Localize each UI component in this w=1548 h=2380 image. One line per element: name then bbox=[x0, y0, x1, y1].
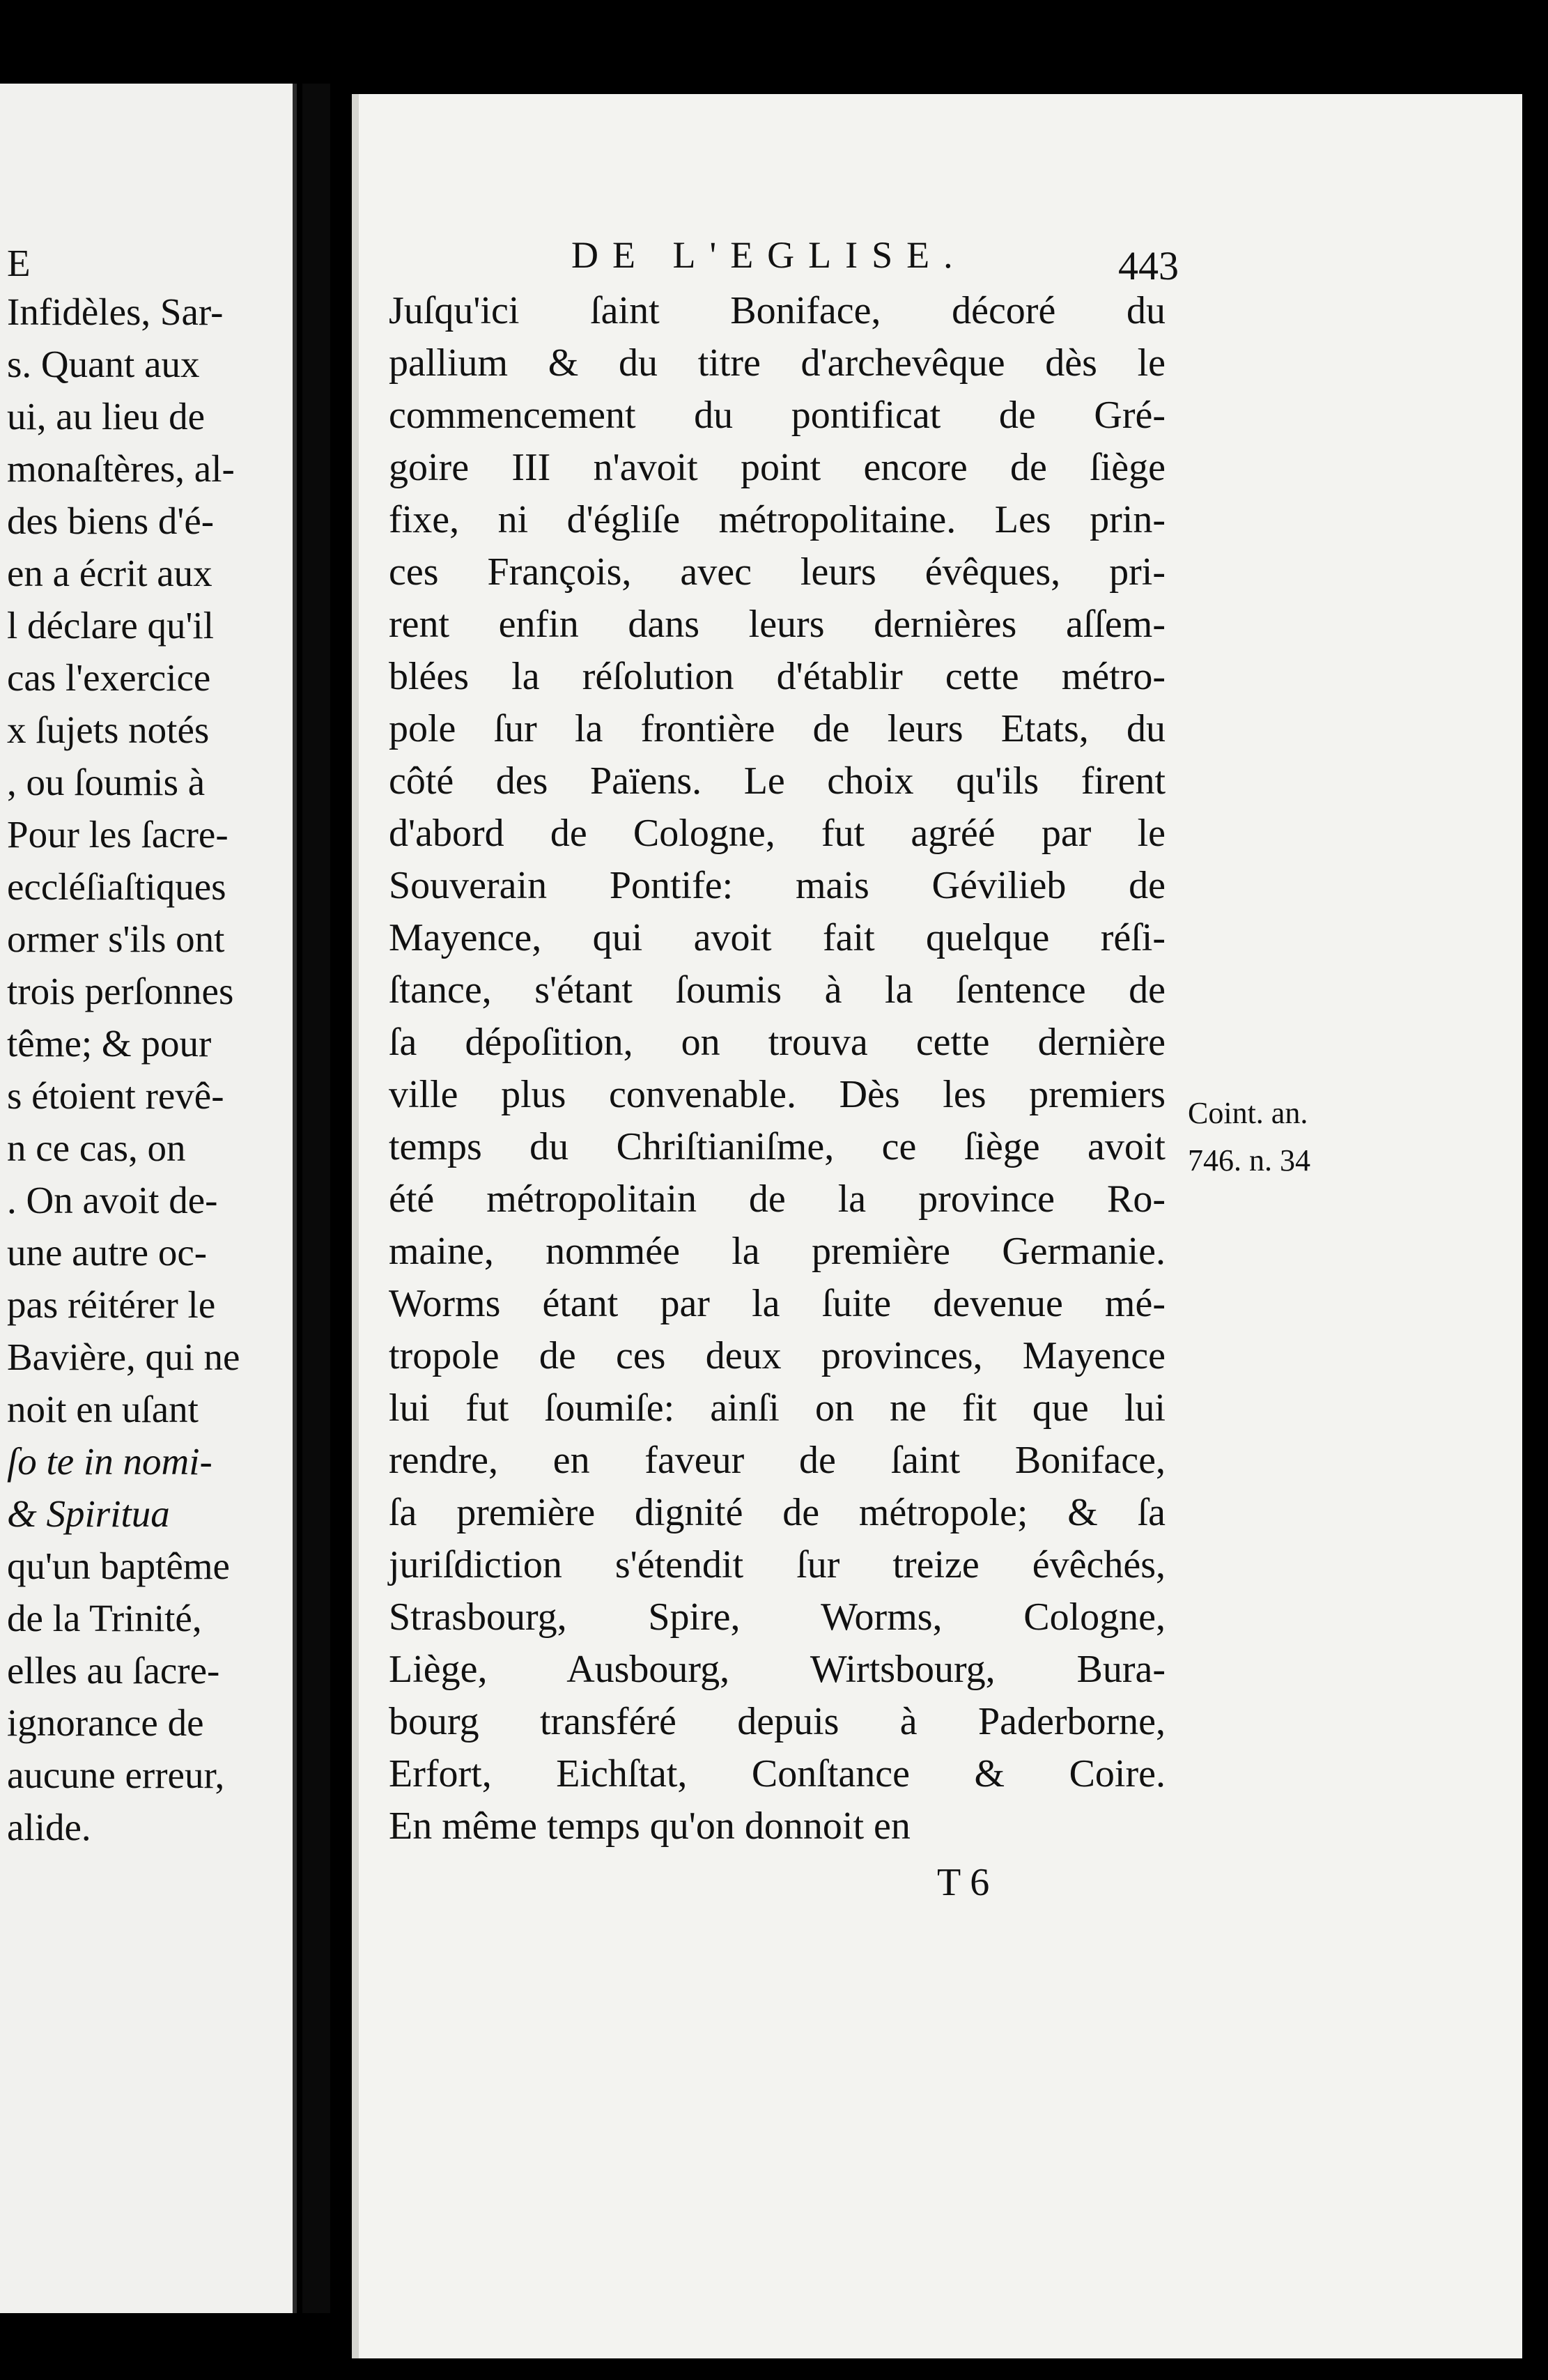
left-page bbox=[0, 84, 297, 2313]
left-line: x ſujets notés bbox=[7, 709, 210, 751]
body-line: lui fut ſoumiſe: ainſi on ne fit que lui bbox=[389, 1386, 1166, 1430]
left-line: s. Quant aux bbox=[7, 343, 200, 385]
body-line: juriſdiction s'étendit ſur treize évêchés, bbox=[389, 1543, 1166, 1586]
left-line: en a écrit aux bbox=[7, 552, 212, 594]
body-line: rent enfin dans leurs dernières aſſem- bbox=[389, 603, 1166, 646]
body-line: Liège, Ausbourg, Wirtsbourg, Bura- bbox=[389, 1648, 1166, 1691]
left-running-head: E bbox=[7, 242, 31, 284]
left-line: & Spiritua bbox=[7, 1492, 170, 1535]
body-line: pallium & du titre d'archevêque dès le bbox=[389, 341, 1166, 385]
body-line: côté des Païens. Le choix qu'ils firent bbox=[389, 759, 1166, 803]
left-line: ſo te in nomi- bbox=[7, 1440, 212, 1483]
left-line: pas réitérer le bbox=[7, 1283, 216, 1326]
body-line: En même temps qu'on donnoit en bbox=[389, 1805, 911, 1848]
left-line: Pour les ſacre- bbox=[7, 813, 229, 856]
body-line: Souverain Pontife: mais Gévilieb de bbox=[389, 864, 1166, 907]
body-line: Worms étant par la ſuite devenue mé- bbox=[389, 1282, 1166, 1325]
body-line: maine, nommée la première Germanie. bbox=[389, 1230, 1166, 1273]
body-line: temps du Chriſtianiſme, ce ſiège avoit bbox=[389, 1125, 1166, 1168]
body-line: commencement du pontificat de Gré- bbox=[389, 394, 1166, 437]
body-line: d'abord de Cologne, fut agréé par le bbox=[389, 812, 1166, 855]
body-line: été métropolitain de la province Ro- bbox=[389, 1177, 1166, 1221]
left-line: ui, au lieu de bbox=[7, 395, 206, 438]
body-line: Mayence, qui avoit fait quelque réſi- bbox=[389, 916, 1166, 959]
left-line: cas l'exercice bbox=[7, 656, 211, 699]
left-line: n ce cas, on bbox=[7, 1127, 186, 1169]
body-line: pole ſur la frontière de leurs Etats, du bbox=[389, 707, 1166, 750]
body-line: bourg transféré depuis à Paderborne, bbox=[389, 1700, 1166, 1743]
left-line: Bavière, qui ne bbox=[7, 1336, 240, 1378]
left-line: monaſtères, al- bbox=[7, 447, 235, 490]
left-line: de la Trinité, bbox=[7, 1597, 202, 1639]
left-line: ignorance de bbox=[7, 1701, 204, 1744]
left-line: alide. bbox=[7, 1806, 91, 1848]
running-head: DE L'EGLISE. bbox=[571, 234, 967, 276]
left-line: noit en uſant bbox=[7, 1388, 199, 1430]
left-line: s étoient revê- bbox=[7, 1074, 224, 1117]
body-line: Strasbourg, Spire, Worms, Cologne, bbox=[389, 1595, 1166, 1639]
left-line: elles au ſacre- bbox=[7, 1649, 220, 1692]
left-line: des biens d'é- bbox=[7, 500, 215, 542]
body-line: ſa première dignité de métropole; & ſa bbox=[389, 1491, 1166, 1534]
signature-mark: T 6 bbox=[937, 1861, 990, 1904]
left-line: eccléſiaſtiques bbox=[7, 865, 226, 908]
left-line: trois perſonnes bbox=[7, 970, 234, 1012]
left-line: tême; & pour bbox=[7, 1022, 212, 1065]
body-line: ces François, avec leurs évêques, pri- bbox=[389, 550, 1166, 594]
body-line: blées la réſolution d'établir cette métro- bbox=[389, 655, 1166, 698]
margin-note-reference: 746. n. 34 bbox=[1188, 1143, 1310, 1177]
page-number: 443 bbox=[1118, 243, 1179, 288]
left-line: Infidèles, Sar- bbox=[7, 291, 224, 333]
book-gutter bbox=[302, 84, 330, 2313]
left-line: qu'un baptême bbox=[7, 1545, 230, 1587]
margin-note-reference: Coint. an. bbox=[1188, 1096, 1308, 1130]
body-line: ſtance, s'étant ſoumis à la ſentence de bbox=[389, 968, 1166, 1012]
left-line: aucune erreur, bbox=[7, 1754, 225, 1796]
left-line: , ou ſoumis à bbox=[7, 761, 206, 803]
left-line: . On avoit de- bbox=[7, 1179, 218, 1221]
body-line: ville plus convenable. Dès les premiers bbox=[389, 1073, 1166, 1116]
body-line: tropole de ces deux provinces, Mayence bbox=[389, 1334, 1166, 1377]
left-line: l déclare qu'il bbox=[7, 604, 214, 647]
body-line: ſa dépoſition, on trouva cette dernière bbox=[389, 1021, 1166, 1064]
left-line: ormer s'ils ont bbox=[7, 918, 225, 960]
body-line: rendre, en faveur de ſaint Boniface, bbox=[389, 1439, 1166, 1482]
body-line: Erfort, Eichſtat, Conſtance & Coire. bbox=[389, 1752, 1166, 1795]
left-line: une autre oc- bbox=[7, 1231, 208, 1274]
body-line: Juſqu'ici ſaint Boniface, décoré du bbox=[389, 289, 1166, 332]
body-line: goire III n'avoit point encore de ſiège bbox=[389, 446, 1166, 489]
body-line: fixe, ni d'égliſe métropolitaine. Les prin- bbox=[389, 498, 1166, 541]
